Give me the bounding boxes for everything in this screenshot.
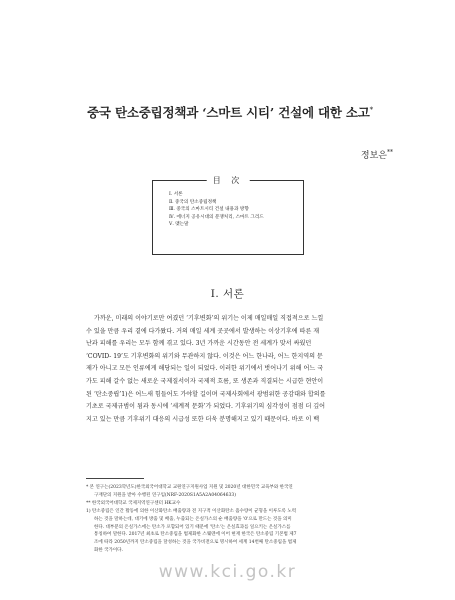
toc-item: Ⅲ. 중국의 스마트시티 건설 내용과 방향 (169, 207, 249, 213)
body-line: 지고 있는 만큼 기후위기 대응의 시급성 또한 더욱 분명해지고 있기 때문이다. 바로 이 백 (86, 415, 320, 423)
body-line: 수 있을 만큼 우리 곁에 다가왔다. 거의 매일 세계 곳곳에서 발생하는 이상기후에 따른 재 (86, 327, 320, 335)
footnote-line: * 본 연구는(2023학년도)한국외국어대학교 교원연구지원사업 지원 및 2020년 대한민국 교육부와 한국연 (86, 485, 293, 490)
body-line: 된 ‘탄소중립’1)은 어느새 힘들어도 가야할 길이며 국제사회에서 광범위한 공감대와 합의를 (86, 390, 326, 398)
toc-list (169, 191, 264, 229)
footnote-line: 통칭하여 말한다. 2017년 최초로 탄소중립을 법제화한 스웨덴에 이어 현재 한국은 탄소중립 기본법 제7 (94, 532, 297, 538)
footnote-divider (86, 478, 144, 479)
watermark-url: www.kci.go.kr (158, 562, 297, 582)
footnote-line: ** 한국외국어대학교 국제지역연구센터 HK교수 (86, 500, 181, 506)
author-line (361, 148, 393, 161)
footnote-line: 1) 탄소중립은 인간 활동에 의한 이산화탄소 배출량과 전 지구적 이산화탄소 흡수량이 균형을 이루도록 노력 (86, 508, 297, 514)
footnotes (86, 484, 376, 555)
body-line: ‘COVID- 19’도 기후변화의 위기와 무관하지 않다. 이것은 어느 한나라, 어느 한지역의 문 (86, 352, 323, 360)
body-text (86, 313, 376, 426)
toc-item: Ⅴ. 맺는말 (169, 222, 189, 228)
body-line: 제가 아니고 모든 인류에게 해당되는 일이 되었다. 이러한 위기에서 벗어나기 위해 어느 국 (86, 365, 324, 373)
body-line: 기초로 국제규범이 됨과 동시에 ‘세계적 문화’가 되었다. 기후위기의 심각성이 점점 더 깊어 (86, 403, 326, 411)
title-text: 중국 탄소중립정책과 ‘스마트 시티’ 건설에 대한 소고 (87, 105, 370, 120)
body-line: 난과 피해를 우리는 모두 함께 겪고 있다. 3년 가까운 시간동안 전 세계가 맞서 싸웠던 (86, 340, 312, 348)
footnote-line: 구재단의 지원을 받아 수행된 연구임(NRF-2020S1A5A2A04064633) (94, 492, 236, 498)
toc-item: Ⅳ. 에너지 공유시대의 분쟁처리, 스마트 그리드 (169, 214, 264, 220)
footnote-line: 조에 따라 2050년까지 탄소중립을 달성하는 것을 국가비전으로 명시하여 세계 14번째 탄소중립을 법제 (94, 540, 297, 546)
section-heading: Ⅰ. 서론 (210, 288, 245, 300)
author-name: 정보은 (360, 151, 387, 161)
toc-item: Ⅰ. 서론 (169, 192, 183, 197)
toc-item: Ⅱ. 중국의 탄소중립정책 (169, 199, 217, 205)
footnote-line: 한다. 대부분의 온실가스에는 탄소가 포함되어 있기 때문에 '탄소'는 온실효과를 일으키는 온실가스를 (94, 524, 291, 530)
body-line: 가까운, 미래의 이야기로만 여겼던 ‘기후변화’의 위기는 이제 매일매일 직접적으로 느낄 (94, 315, 324, 322)
article-title (60, 103, 400, 121)
title-footnote-mark: * (369, 105, 373, 114)
author-footnote-mark: ** (387, 149, 393, 156)
toc-heading: 目 次 (207, 175, 250, 186)
footnote-line: 화한 국가이다. (94, 548, 123, 554)
footnote-line: 하는 것을 말하는데, 대기에 방출 및 배출, 누출되는 온실가스의 순 배출량을 '0'으로 만드는 것을 의미 (94, 516, 292, 522)
body-line: 가도 피해 갈수 없는 새로운 국제질서이자 국제적 흐름, 또 생존과 직결되는 시급한 현안이 (86, 377, 324, 385)
table-of-contents (152, 176, 304, 255)
